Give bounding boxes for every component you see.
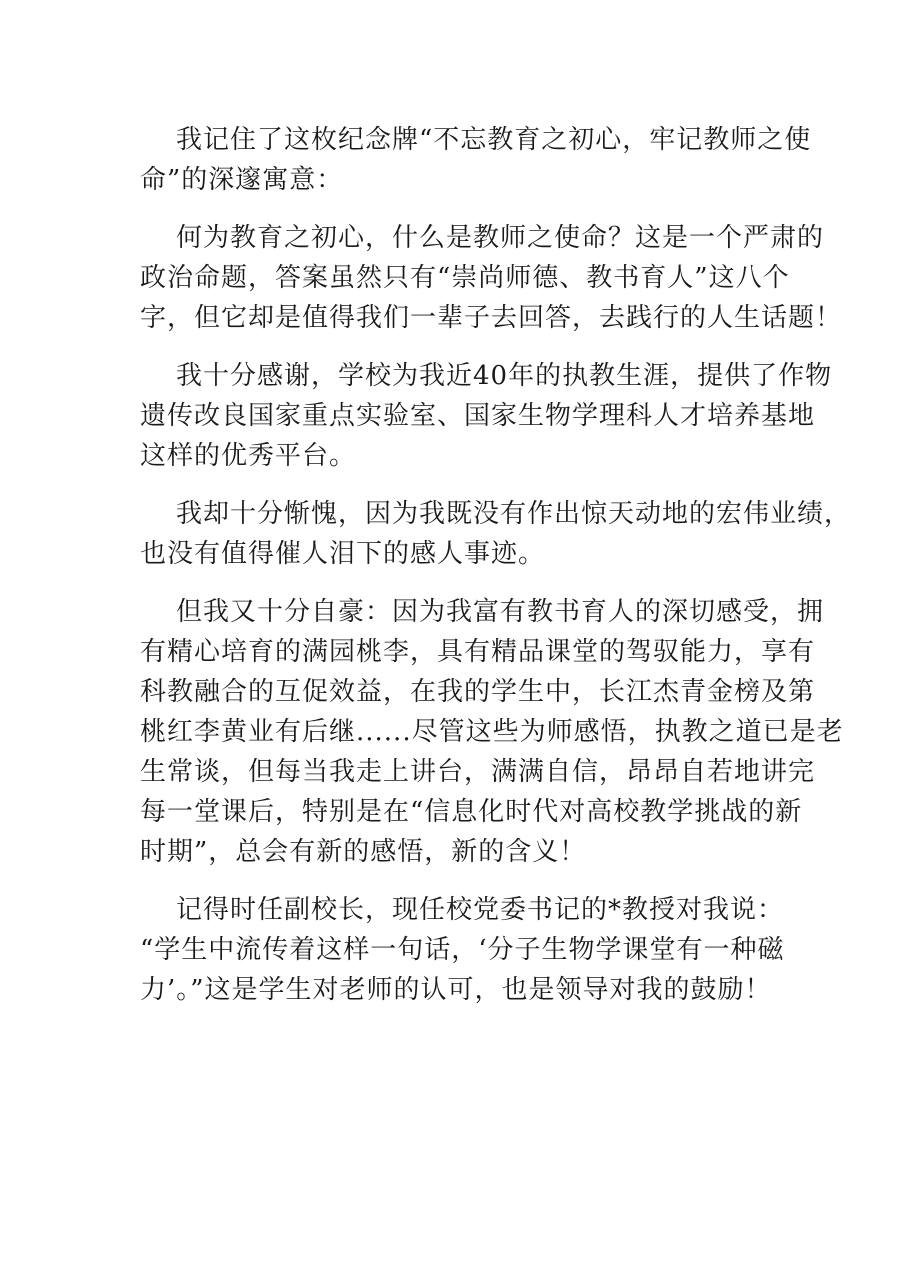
text-line: 命”的深邃寓意： — [140, 165, 344, 195]
text-line: 也没有值得催人泪下的感人事迹。 — [140, 539, 546, 569]
text-line: 我十分感谢，学校为我近40年的执教生涯，提供了作物 — [176, 361, 833, 391]
text-line: 但我又十分自豪：因为我富有教书育人的深切感受，拥 — [176, 597, 825, 627]
paragraph-memorial-plaque — [140, 120, 812, 200]
text-line: 遗传改良国家重点实验室、国家生物学理科人才培养基地 — [140, 401, 816, 431]
text-line: “学生中流传着这样一句话，‘分子生物学课堂有一种磁 — [140, 935, 785, 965]
paragraph-encouragement — [140, 890, 785, 1010]
paragraph-gratitude — [140, 356, 833, 476]
text-line: 有精心培育的满园桃李，具有精品课堂的驾驭能力，享有 — [140, 637, 816, 667]
paragraph-humility — [140, 494, 852, 574]
text-line: 时期”，总会有新的感悟，新的含义！ — [140, 837, 587, 867]
paragraph-mission-question — [140, 218, 843, 338]
text-line: 力’。”这是学生对老师的认可，也是领导对我的鼓励！ — [140, 975, 772, 1005]
text-line: 科教融合的互促效益，在我的学生中，长江杰青金榜及第 — [140, 677, 816, 707]
text-line: 生常谈，但每当我走上讲台，满满自信，昂昂自若地讲完 — [140, 757, 816, 787]
text-line: 字，但它却是值得我们一辈子去回答，去践行的人生话题！ — [140, 303, 843, 333]
text-line: 这样的优秀平台。 — [140, 441, 357, 471]
text-line: 每一堂课后，特别是在“信息化时代对高校教学挑战的新 — [140, 797, 803, 827]
text-line: 桃红李黄业有后继......尽管这些为师感悟，执教之道已是老 — [140, 717, 844, 747]
document-body — [140, 120, 852, 1028]
text-line: 政治命题，答案虽然只有“崇尚师德、教书育人”这八个 — [140, 263, 790, 293]
text-line: 我记住了这枚纪念牌“不忘教育之初心，牢记教师之使 — [176, 125, 812, 155]
text-line: 记得时任副校长，现任校党委书记的*教授对我说： — [176, 895, 785, 925]
text-line: 何为教育之初心，什么是教师之使命？这是一个严肃的 — [176, 223, 825, 253]
paragraph-pride — [140, 592, 844, 872]
text-line: 我却十分惭愧，因为我既没有作出惊天动地的宏伟业绩， — [176, 499, 852, 529]
